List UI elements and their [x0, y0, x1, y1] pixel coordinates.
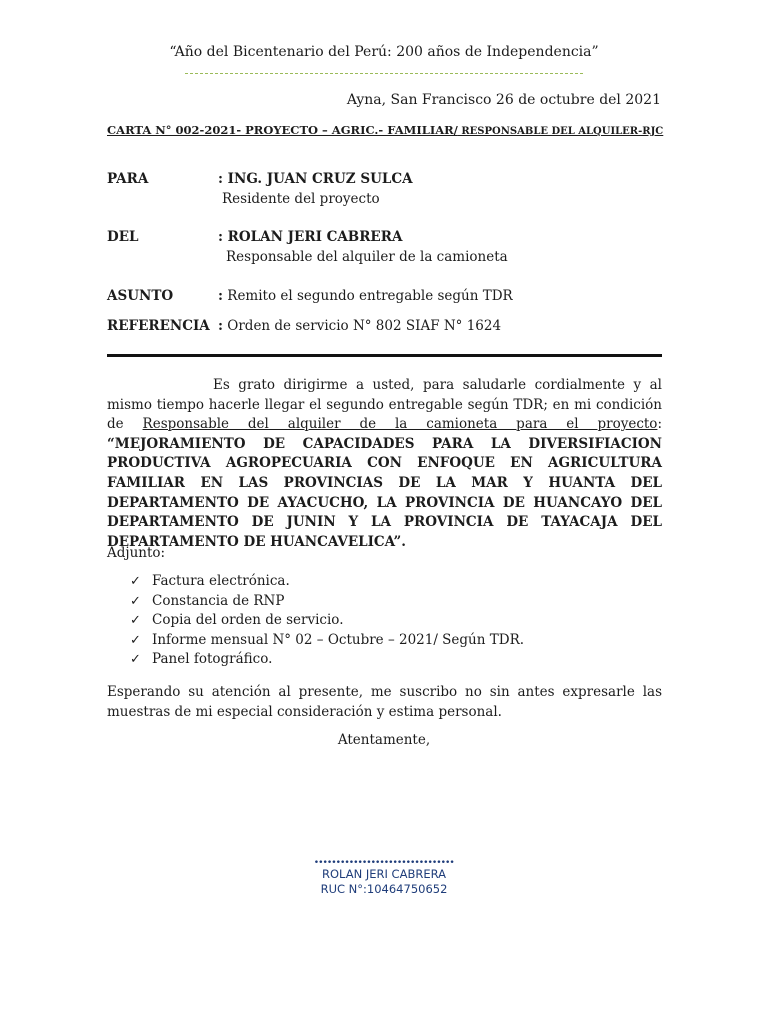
list-item: ✓ Panel fotográfico.: [130, 650, 524, 670]
referencia-value: : Orden de servicio N° 802 SIAF N° 1624: [218, 318, 502, 334]
asunto-value: : Remito el segundo entregable según TDR: [218, 288, 513, 304]
attachments-list: [130, 572, 524, 670]
check-icon: ✓: [130, 593, 141, 609]
referencia-label: REFERENCIA: [107, 318, 210, 334]
list-item: ✓ Constancia de RNP: [130, 592, 524, 612]
motto-divider: [185, 73, 583, 74]
del-value: : ROLAN JERI CABRERA: [218, 229, 403, 245]
letter-reference-number: [107, 123, 663, 137]
check-icon: ✓: [130, 632, 141, 648]
list-item: ✓ Informe mensual N° 02 – Octubre – 2021/ Según TDR.: [130, 631, 524, 651]
signatory-ruc: RUC N°:10464750652: [320, 882, 448, 896]
list-item: ✓ Factura electrónica.: [130, 572, 524, 592]
body-colon: :: [657, 416, 662, 433]
year-motto: “Año del Bicentenario del Perú: 200 años de Independencia”: [169, 44, 599, 60]
attachments-label: Adjunto:: [107, 545, 166, 561]
role-underlined: Responsable del alquiler de la camioneta para el proyecto: [142, 416, 658, 433]
carta-main: CARTA N° 002-2021- PROYECTO – AGRIC.- FAMILIAR/: [107, 123, 458, 137]
date-line: Ayna, San Francisco 26 de octubre del 2021: [346, 92, 661, 108]
check-icon: ✓: [130, 652, 141, 668]
header-divider: [107, 354, 662, 357]
body-intro: Es grato dirigirme a usted, para saludarle cordialmente y al mismo tiempo hacerle llegar el segundo entregable según TDR; en mi condición de: [107, 377, 662, 433]
para-subtitle: Residente del proyecto: [222, 191, 380, 207]
para-label: PARA: [107, 171, 149, 187]
check-icon: ✓: [130, 613, 141, 629]
letter-body: [107, 376, 662, 552]
closing-paragraph: Esperando su atención al presente, me suscribo no sin antes expresarle las muestras de mi especial consideración y estima personal.: [107, 684, 662, 720]
check-icon: ✓: [130, 574, 141, 589]
project-title: “MEJORAMIENTO DE CAPACIDADES PARA LA DIVERSIFIACION PRODUCTIVA AGROPECUARIA CON ENFOQUE EN AGRICULTURA FAMILIAR EN LAS PROVINCIAS DE LA MAR Y HUANTA DEL DEPARTAMENTO DE AYACUCHO, LA PROVINCIA DE HUANCAYO DEL DEPARTAMENTO DE JUNIN Y LA PROVINCIA DE TAYACAJA DEL DEPARTAMENTO DE HUANCAVELICA”.: [107, 435, 662, 550]
del-label: DEL: [107, 229, 139, 245]
asunto-label: ASUNTO: [107, 288, 174, 304]
signatory-name: ROLAN JERI CABRERA: [322, 867, 446, 881]
carta-suffix: RESPONSABLE DEL ALQUILER-RJC: [457, 126, 664, 137]
para-value: : ING. JUAN CRUZ SULCA: [218, 171, 413, 187]
del-subtitle: Responsable del alquiler de la camioneta: [226, 249, 508, 265]
signature-line: ................................: [314, 851, 454, 867]
salutation: Atentamente,: [337, 732, 431, 748]
list-item: ✓ Copia del orden de servicio.: [130, 611, 524, 631]
